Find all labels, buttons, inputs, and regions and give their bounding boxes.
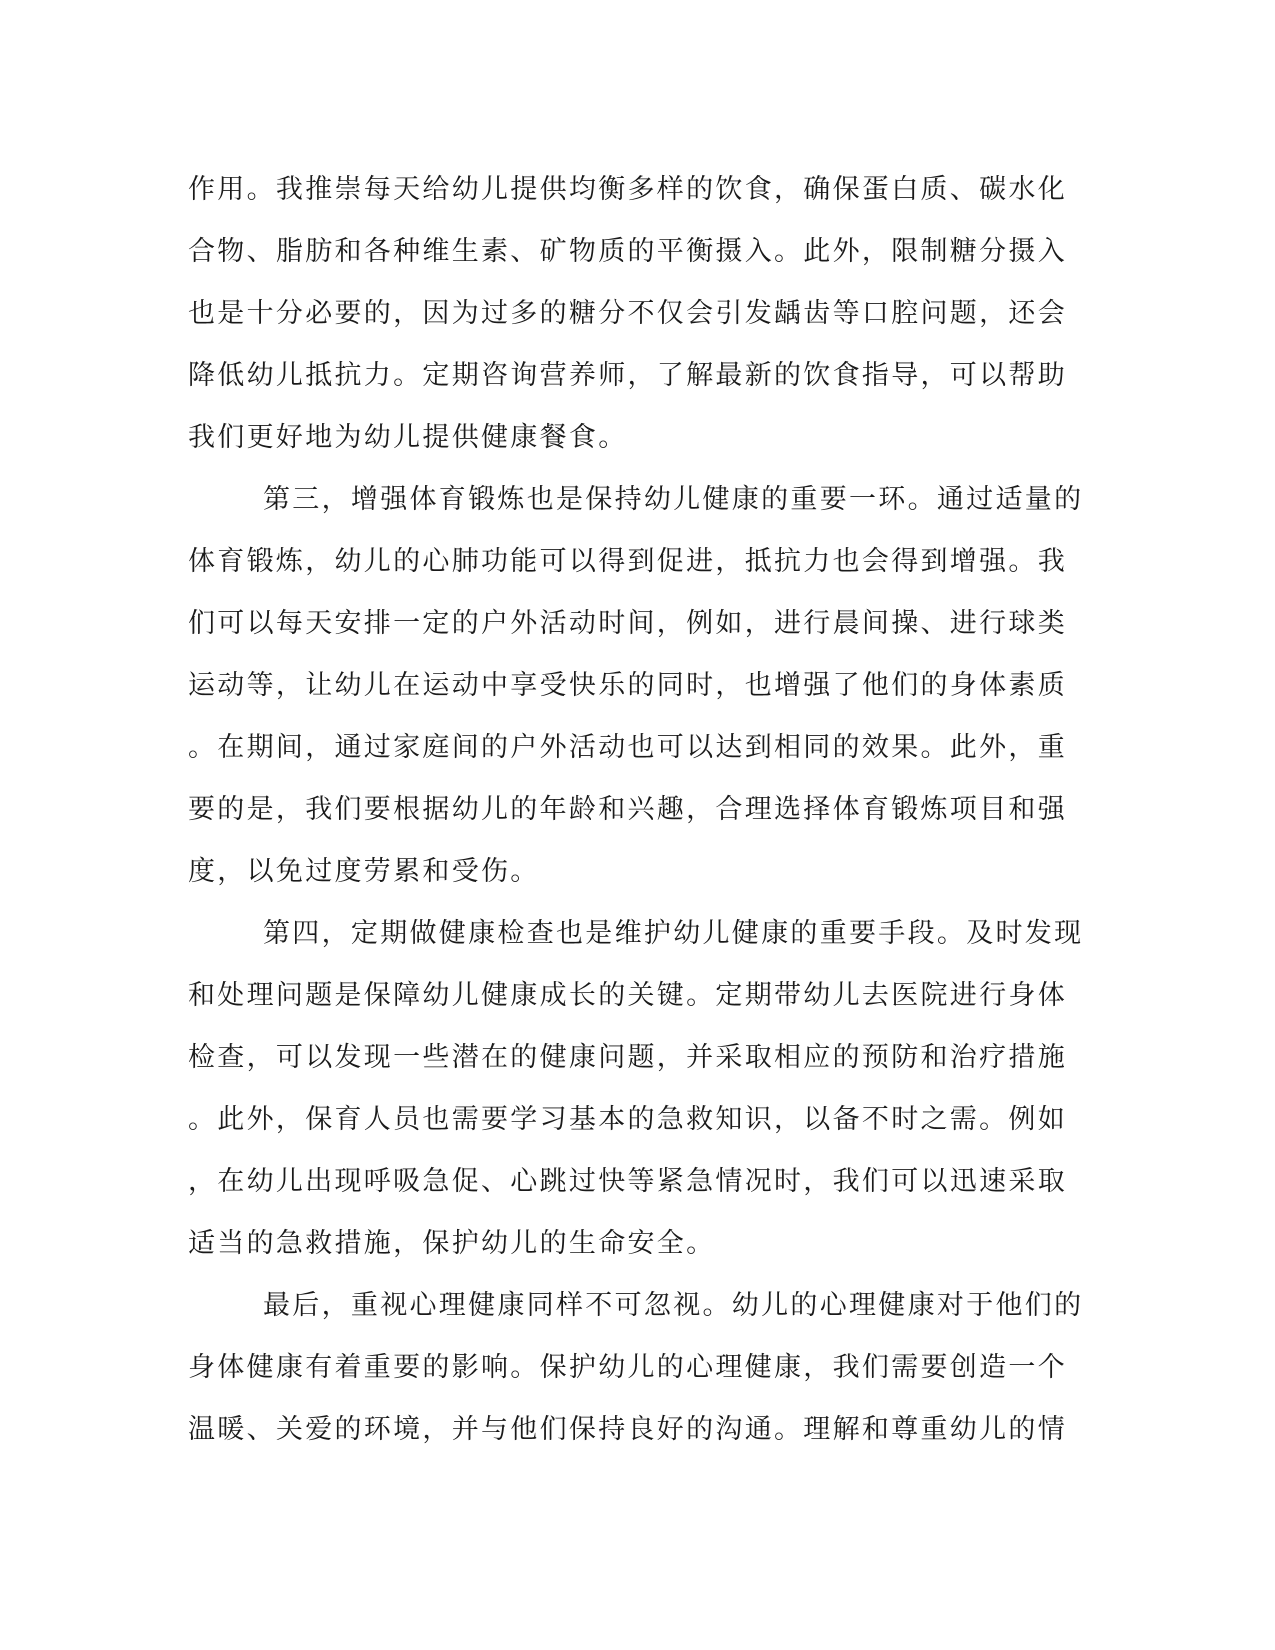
text-line: 也是十分必要的，因为过多的糖分不仅会引发龋齿等口腔问题，还会: [188, 298, 1067, 329]
paragraph-diet: [188, 159, 1068, 469]
text-line: 我们更好地为幼儿提供健康餐食。: [188, 422, 628, 453]
text-line: 体育锻炼，幼儿的心肺功能可以得到促进，抵抗力也会得到增强。我: [188, 546, 1067, 577]
text-line: 身体健康有着重要的影响。保护幼儿的心理健康，我们需要创造一个: [188, 1352, 1067, 1383]
text-line: 。此外，保育人员也需要学习基本的急救知识，以备不时之需。例如: [188, 1104, 1067, 1135]
text-line: 最后，重视心理健康同样不可忽视。幼儿的心理健康对于他们的: [263, 1290, 1084, 1321]
text-line: 合物、脂肪和各种维生素、矿物质的平衡摄入。此外，限制糖分摄入: [188, 236, 1067, 267]
text-line: 降低幼儿抵抗力。定期咨询营养师，了解最新的饮食指导，可以帮助: [188, 360, 1067, 391]
text-line: 第四，定期做健康检查也是维护幼儿健康的重要手段。及时发现: [263, 918, 1084, 949]
text-line: 度，以免过度劳累和受伤。: [188, 856, 540, 887]
text-line: 和处理问题是保障幼儿健康成长的关键。定期带幼儿去医院进行身体: [188, 980, 1067, 1011]
text-line: 运动等，让幼儿在运动中享受快乐的同时，也增强了他们的身体素质: [188, 670, 1067, 701]
text-line: 。在期间，通过家庭间的户外活动也可以达到相同的效果。此外，重: [188, 732, 1067, 763]
text-line: 检查，可以发现一些潜在的健康问题，并采取相应的预防和治疗措施: [188, 1042, 1067, 1073]
text-line: 们可以每天安排一定的户外活动时间，例如，进行晨间操、进行球类: [188, 608, 1067, 639]
text-line: 适当的急救措施，保护幼儿的生命安全。: [188, 1228, 716, 1259]
text-line: ，在幼儿出现呼吸急促、心跳过快等紧急情况时，我们可以迅速采取: [188, 1166, 1067, 1197]
text-line: 要的是，我们要根据幼儿的年龄和兴趣，合理选择体育锻炼项目和强: [188, 794, 1067, 825]
paragraph-exercise: [188, 469, 1084, 903]
text-line: 温暖、关爱的环境，并与他们保持良好的沟通。理解和尊重幼儿的情: [188, 1414, 1067, 1445]
body-text: [188, 159, 1084, 1461]
paragraph-health-check: [188, 903, 1084, 1275]
text-line: 作用。我推崇每天给幼儿提供均衡多样的饮食，确保蛋白质、碳水化: [188, 174, 1067, 205]
text-line: 第三，增强体育锻炼也是保持幼儿健康的重要一环。通过适量的: [263, 484, 1084, 515]
paragraph-mental-health: [188, 1275, 1084, 1461]
